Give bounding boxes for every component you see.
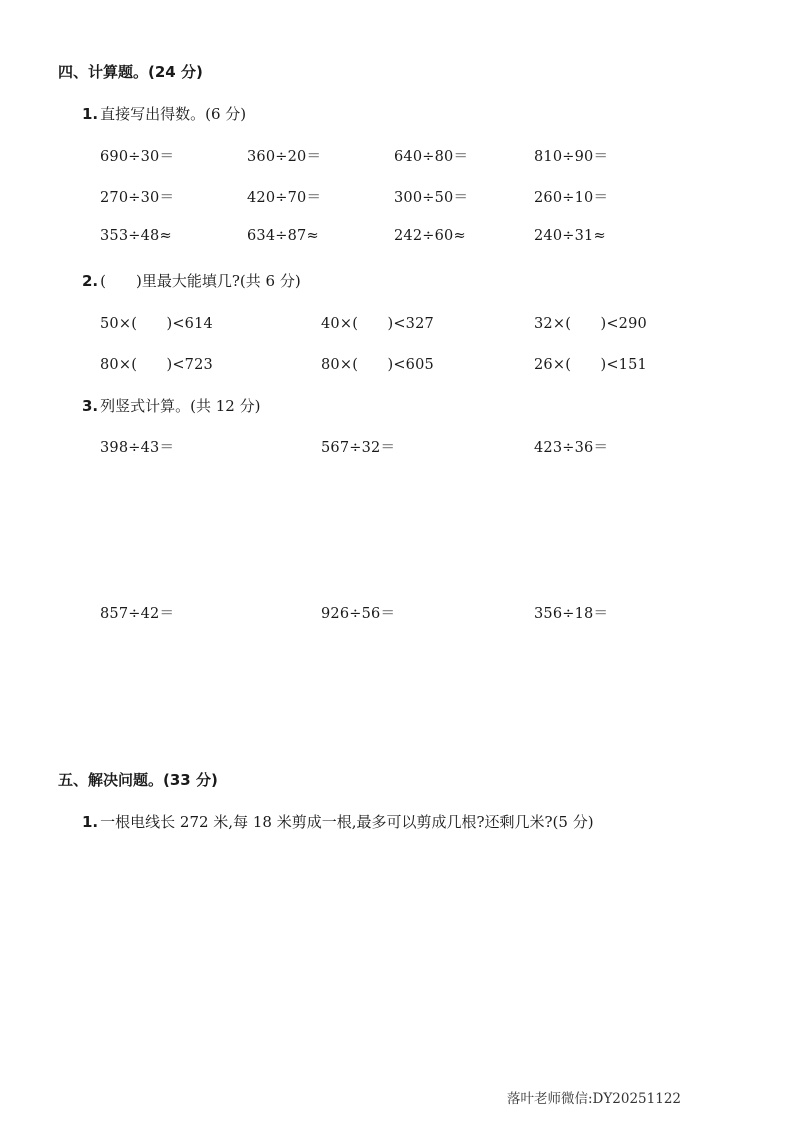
- q2-title: ( )里最大能填几?(共 6 分): [100, 272, 301, 290]
- q1-item: 353÷48≈: [100, 228, 172, 244]
- q2-item: 80×( )<605: [321, 357, 434, 373]
- q3-item: 423÷36＝: [534, 440, 609, 456]
- s5-q1: [82, 811, 594, 832]
- q2-item: 40×( )<327: [321, 316, 434, 332]
- q1-item: 420÷70＝: [247, 190, 322, 206]
- q1-item: 300÷50＝: [394, 190, 469, 206]
- section-4-title: 四、计算题。(24 分): [58, 63, 203, 81]
- q2-item: 26×( )<151: [534, 357, 647, 373]
- q1-item: 270÷30＝: [100, 190, 175, 206]
- q3-item: 356÷18＝: [534, 606, 609, 622]
- q1-item: 260÷10＝: [534, 190, 609, 206]
- q3-item: 926÷56＝: [321, 606, 396, 622]
- q2-item: 80×( )<723: [100, 357, 213, 373]
- q1-title: 直接写出得数。(6 分): [100, 105, 247, 123]
- footer-contact: 落叶老师微信:DY20251122: [507, 1091, 681, 1107]
- q1-item: 690÷30＝: [100, 149, 175, 165]
- q3-title: 列竖式计算。(共 12 分): [100, 397, 261, 415]
- q2-item: 32×( )<290: [534, 316, 647, 332]
- q3-item: 567÷32＝: [321, 440, 396, 456]
- q1-number: 1.: [82, 105, 99, 123]
- q3-number: 3.: [82, 397, 99, 415]
- q1-item: 640÷80＝: [394, 149, 469, 165]
- q1-heading: [82, 103, 246, 124]
- q3-heading: [82, 395, 260, 416]
- q1-item: 634÷87≈: [247, 228, 319, 244]
- q1-item: 810÷90＝: [534, 149, 609, 165]
- q3-item: 857÷42＝: [100, 606, 175, 622]
- s5-q1-text: 一根电线长 272 米,每 18 米剪成一根,最多可以剪成几根?还剩几米?(5 分): [100, 813, 594, 831]
- q1-item: 360÷20＝: [247, 149, 322, 165]
- q2-item: 50×( )<614: [100, 316, 213, 332]
- s5-q1-number: 1.: [82, 813, 99, 831]
- q1-item: 242÷60≈: [394, 228, 466, 244]
- q2-heading: [82, 270, 301, 291]
- q3-item: 398÷43＝: [100, 440, 175, 456]
- q1-item: 240÷31≈: [534, 228, 606, 244]
- section-5-title: 五、解决问题。(33 分): [58, 771, 218, 789]
- q2-number: 2.: [82, 272, 99, 290]
